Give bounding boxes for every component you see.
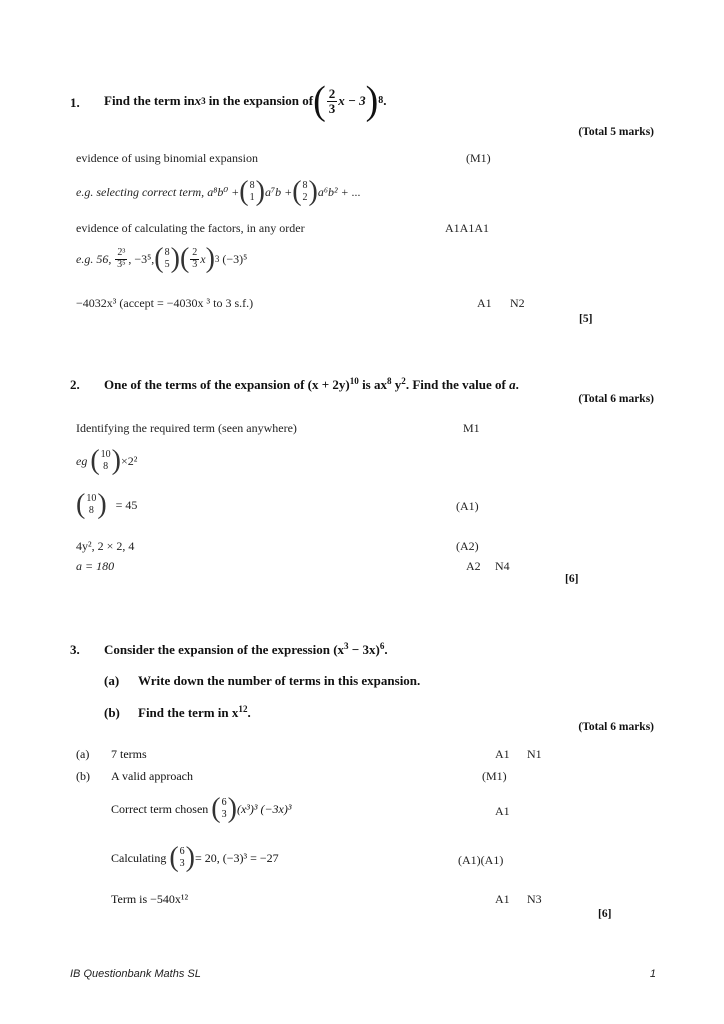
q2-row5-mark: A2 [466, 559, 481, 573]
q1-row4: e.g. 56, $\frac{\text{2³}}{\text{3⁵}}$ , −3⁵, ( 8 5 ) ( $\frac{2}{3}$ x ) 3 (−3)⁵ [76, 243, 248, 274]
q3-b-text: Find the term in $x^{12}$. [138, 704, 251, 720]
q1-row5-text: −4032x³ (accept = −4030x ³ to 3 s.f.) [76, 296, 254, 310]
q3-row-a-note: N1 [527, 747, 542, 761]
q1-question: Find the term in x 3 in the expansion of ( $\frac{2}{3}$ x − 3 ) 8 . [104, 78, 387, 124]
q1-right-paren: ) [365, 78, 379, 124]
q3-total: (Total 6 marks) [578, 721, 654, 733]
q2-row3: ( 10 8 ) = 45 [76, 489, 138, 520]
q1-row3-mark: A1A1A1 [445, 221, 489, 235]
q2-row4-mark: (A2) [456, 539, 479, 553]
q3-a-text: Write down the number of terms in this expansion. [138, 673, 421, 688]
q2-row5-note: N4 [495, 559, 510, 573]
q1-x3: x [194, 93, 202, 108]
q1-row5-mark: A1 [477, 296, 492, 310]
q1-number: 1. [70, 95, 80, 110]
q3-row-a-mark: A1 [495, 747, 510, 761]
q1-fraction: $\frac{2}{3}$ [328, 85, 336, 116]
q2-row4-text: 4y², 2 × 2, 4 [76, 539, 135, 553]
q3-row-d-mark: (A1)(A1) [458, 853, 504, 867]
q1-row1-mark: (M1) [466, 151, 491, 165]
q1-row5-note: N2 [510, 296, 525, 310]
q2-row5-text: a = 180 [76, 559, 115, 573]
q2-total: (Total 6 marks) [578, 393, 654, 405]
q1-row4-frac: $\frac{\text{2³}}{\text{3⁵}}$ [117, 247, 126, 270]
q2-row1-mark: M1 [463, 421, 480, 435]
q3-row-d: Calculating ( 6 3 ) = 20, (−3)³ = −27 [111, 842, 279, 873]
q3-a-label: (a) [104, 673, 120, 688]
q1-text-b: in the expansion of [208, 93, 314, 108]
q2-binom-10-8a: ( 10 8 ) [90, 445, 121, 476]
q3-number: 3. [70, 642, 80, 657]
q3-row-b-label: (b) [76, 769, 90, 783]
q3-binom-6-3a: ( 6 3 ) [211, 793, 237, 824]
q1-inner: x − 3 [338, 93, 366, 108]
q3-row-a-label: (a) [76, 747, 90, 761]
q3-question: Consider the expansion of the expression $(x^3 - 3x)^6$. [104, 641, 388, 657]
q1-score: [5] [579, 313, 593, 325]
footer-title: IB Questionbank Maths SL [70, 968, 201, 980]
q3-score: [6] [598, 908, 612, 920]
q1-row3-text: evidence of calculating the factors, in any order [76, 221, 305, 235]
q1-binom-8-5: ( 8 5 ) [154, 243, 180, 274]
page-number: 1 [649, 968, 656, 980]
q1-frac-paren: ( $\frac{2}{3}$ x ) 3 [179, 243, 220, 274]
q2-row2: eg ( 10 8 ) ×2² [76, 445, 138, 476]
q1-total: (Total 5 marks) [578, 126, 654, 138]
q3-row-e-text: Term is −540x¹² [111, 892, 189, 906]
q1-left-paren: ( [313, 78, 326, 124]
q3-b-label: (b) [104, 705, 120, 720]
q3-row-a-text: 7 terms [111, 747, 147, 761]
q1-binom-8-1: ( 8 1 ) [239, 176, 265, 207]
q1-row2: e.g. selecting correct term, a⁸b⁰ + ( 8 1 ) a⁷b + ( 8 2 ) a⁶b² + ... [76, 176, 361, 207]
q3-row-e-mark: A1 [495, 892, 510, 906]
q1-text-a: Find the term in [104, 93, 195, 108]
q3-row-e-note: N3 [527, 892, 542, 906]
q2-question: One of the terms of the expansion of $(x + 2y)^{10}$ is $ax^8$ $y^2$. Find the value of a. [104, 376, 519, 392]
q1-binom-8-2: ( 8 2 ) [292, 176, 318, 207]
q2-row3-mark: (A1) [456, 499, 479, 513]
q1-row1-text: evidence of using binomial expansion [76, 151, 258, 165]
q2-number: 2. [70, 377, 80, 392]
q2-row1-text: Identifying the required term (seen anywhere) [76, 421, 297, 435]
q2-binom-10-8b: ( 10 8 ) [76, 489, 107, 520]
q2-score: [6] [565, 573, 579, 585]
q3-row-c: Correct term chosen ( 6 3 ) (x³)³ (−3x)³ [111, 793, 292, 824]
q3-row-b-mark: (M1) [482, 769, 507, 783]
q3-binom-6-3b: ( 6 3 ) [169, 842, 195, 873]
q3-row-b-text: A valid approach [111, 769, 193, 783]
q3-row-c-mark: A1 [495, 804, 510, 818]
